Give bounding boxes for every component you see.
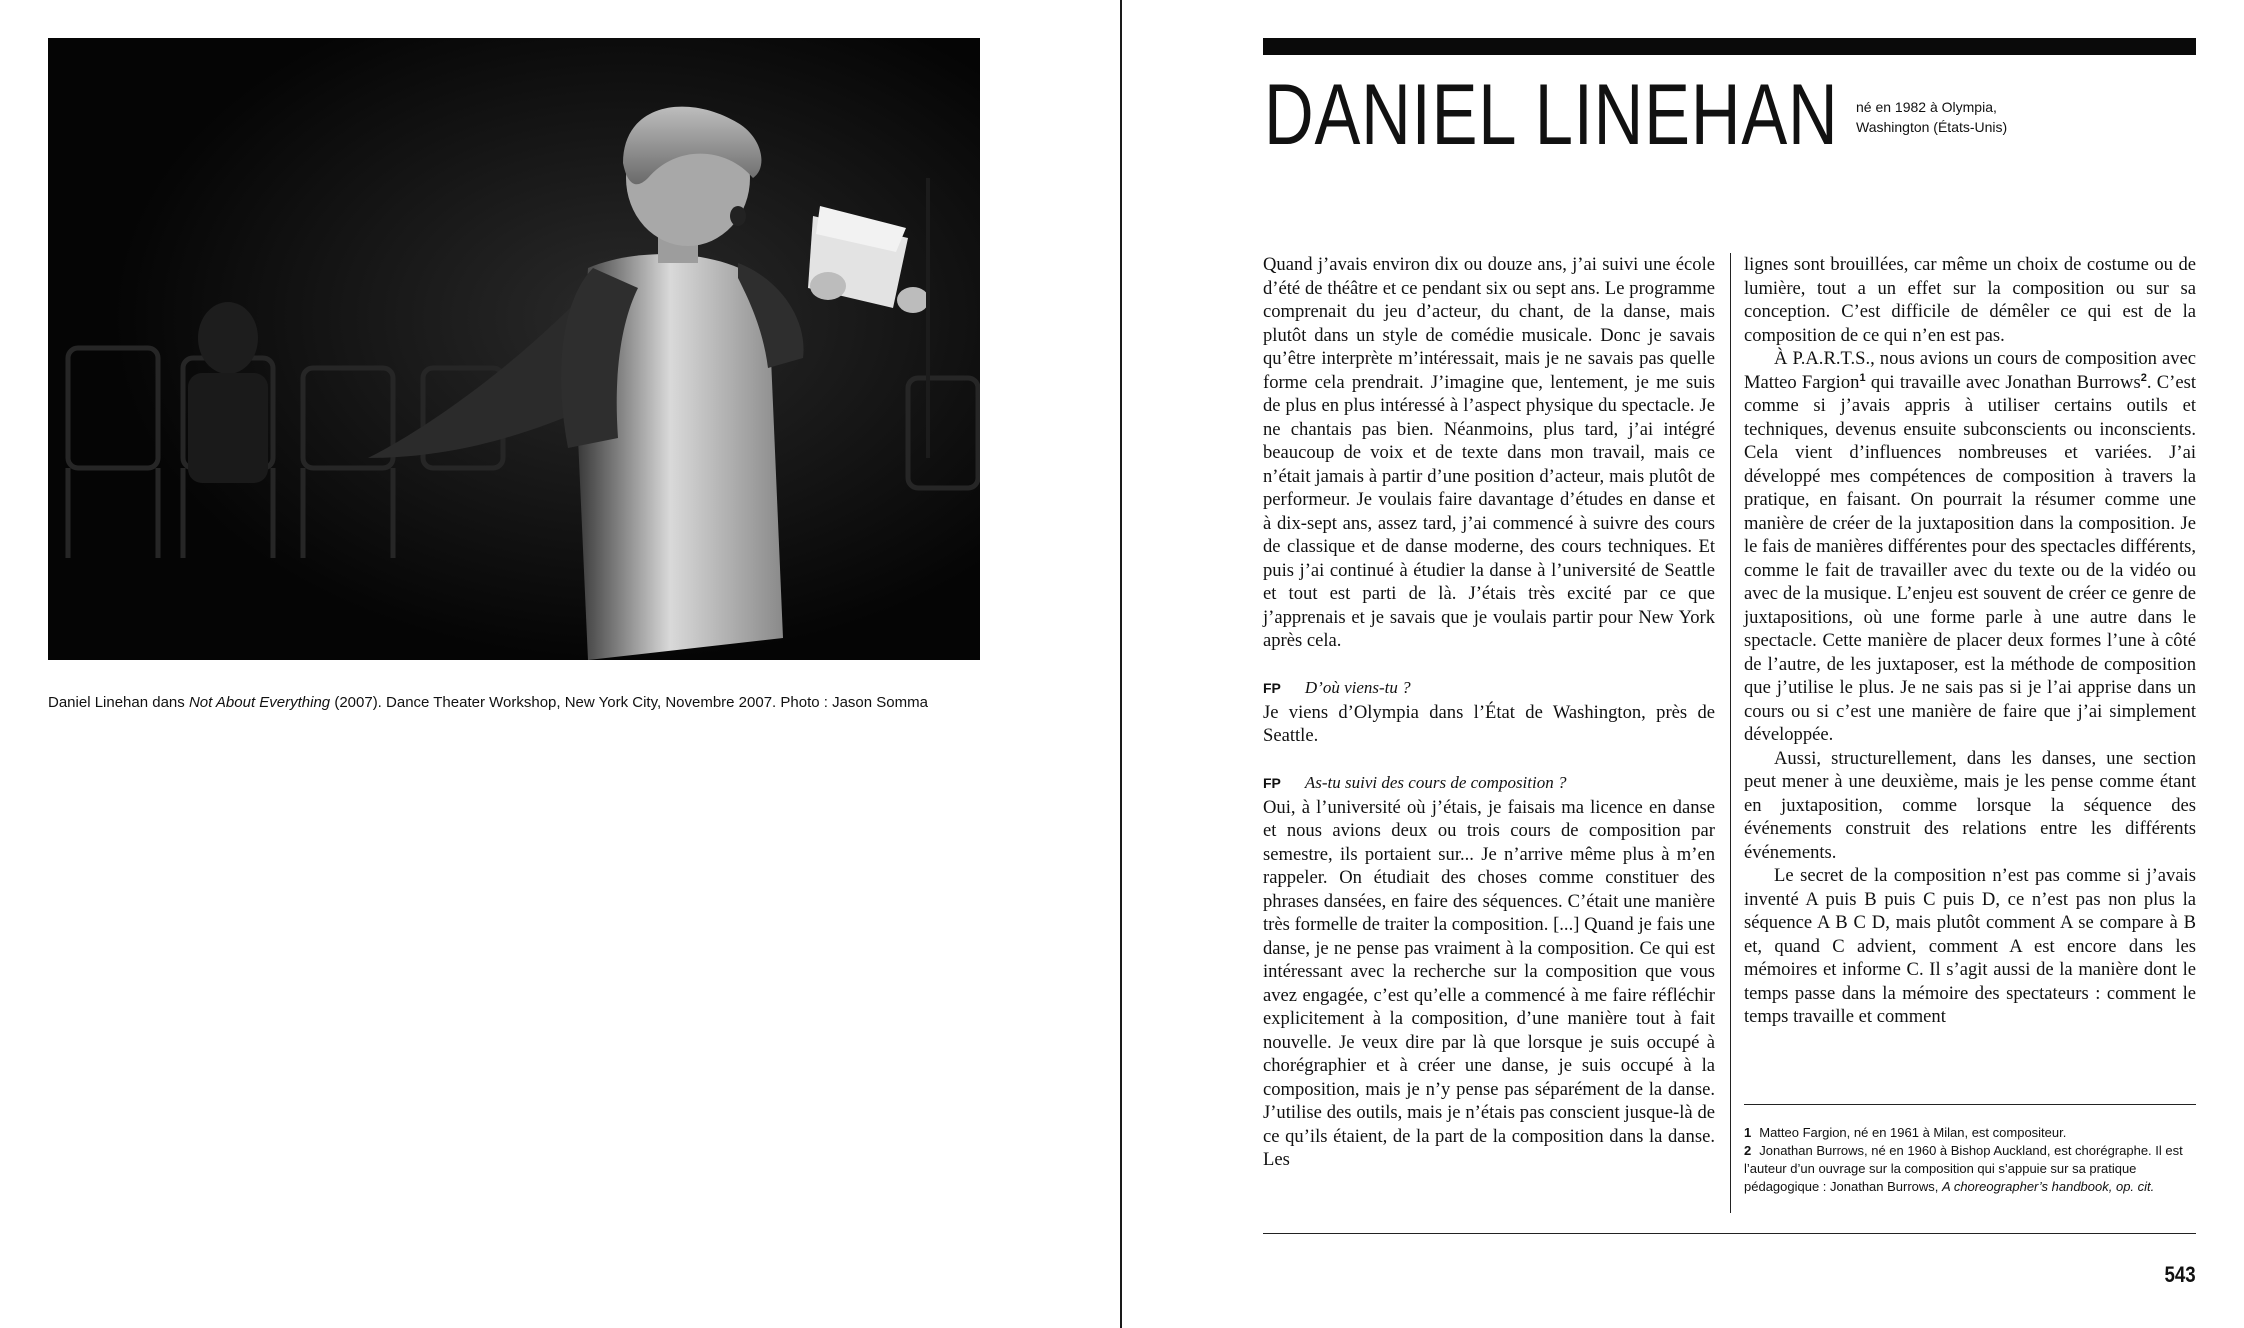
- birth-info: [1856, 97, 2007, 137]
- caption-suffix: (2007). Dance Theater Workshop, New York City, Novembre 2007. Photo : Jason Somma: [330, 694, 928, 711]
- footnotes: [1744, 1124, 2196, 1196]
- footnote: [1744, 1142, 2196, 1196]
- page-gutter: [1120, 0, 1122, 1328]
- footnote: [1744, 1124, 2196, 1142]
- answer: Je viens d’Olympia dans l’État de Washington, près de Seattle.: [1263, 701, 1715, 746]
- performance-photo: [48, 38, 980, 660]
- paragraph: lignes sont brouillées, car même un choix de costume ou de lumière, tout a un effet sur la composition ou sur sa conception. C’est difficile de démêler ce qui est de la composition de ce qui n’en est pas.: [1744, 254, 2196, 346]
- question-text: As-tu suivi des cours de composition ?: [1304, 773, 1567, 792]
- footnote-book-title: A choreographer’s handbook, op. cit.: [1942, 1179, 2155, 1194]
- text-column-left: [1263, 253, 1715, 1172]
- footnote-ref[interactable]: 2: [2140, 371, 2147, 384]
- paragraph-part: À P.A.R.T.S., nous avions un cours de composition avec Matteo Fargion: [1744, 348, 2196, 393]
- paragraph-part: qui travaille avec Jonathan Burrows: [1865, 371, 2141, 393]
- footnote-number: 2: [1744, 1143, 1752, 1158]
- interviewer-label: FP: [1263, 775, 1281, 791]
- header-bar: [1263, 38, 2196, 55]
- paragraph: [1744, 347, 2196, 747]
- page-title: DANIEL LINEHAN: [1264, 67, 1839, 163]
- text-column-right: [1744, 253, 2196, 1029]
- question: [1263, 676, 1715, 701]
- page-number: 543: [2164, 1262, 2196, 1287]
- birth-info-line2: Washington (États-Unis): [1856, 119, 2008, 135]
- column-divider: [1730, 253, 1731, 1213]
- paragraph: Quand j’avais environ dix ou douze ans, j’ai suivi une école d’été de théâtre et ce pendant six ou sept ans. Le programme comprenait du jeu d’acteur, du chant, de la danse, mais plutôt dans un style de comédie musicale. Donc je savais qu’être interprète m’intéressait, mais je ne savais pas quelle forme cela prendrait. J’imagine que, lentement, je me suis de plus en plus intéressé à l’aspect physique du spectacle. Je ne chantais pas bien. Néanmoins, plus tard, j’ai intégré beaucoup de voix et de texte dans mon travail, mais ce n’était jamais à partir d’une position d’acteur, mais plutôt de performeur. Je voulais faire davantage d’études en danse et à dix-sept ans, assez tard, j’ai commencé à suivre des cours de classique et de danse moderne, des cours techniques. Et puis j’ai continué à étudier la danse à l’université de Seattle et tout est parti de là. J’étais très excité par ce que j’apprenais et je savais que je voulais partir pour New York après cela.: [1263, 254, 1715, 651]
- answer: Oui, à l’université où j’étais, je faisais ma licence en danse et nous avions deux ou trois cours de composition par semestre, ils portaient sur... Je n’arrive même plus à m’en rappeler. On étudiait des choses comme constituer des phrases dansées, en faire des séquences. C’était une manière très formelle de traiter la composition. [...] Quand je fais une danse, je ne pense pas vraiment à la composition. Ce qui est intéressant avec la recherche sur la composition que vous avez engagée, c’est qu’elle a commencé à me faire réfléchir explicitement à la composition, d’une manière tout à fait nouvelle. Je veux dire par là que lorsque je suis occupé à chorégraphier et à créer une danse, je suis occupé à la composition, mais je n’y pense pas séparément de la danse. J’utilise des outils, mais je n’étais pas conscient jusque-là de ce qu’ils étaient, de la part de la composition dans la danse. Les: [1263, 796, 1715, 1170]
- footnote-ref[interactable]: 1: [1859, 371, 1866, 384]
- footnote-text: Jonathan Burrows, né en 1960 à Bishop Auckland, est chorégraphe. Il est l’auteur d’un ouvrage sur la composition qui s’appuie sur sa pratique pédagogique : Jonathan Burrows,: [1744, 1143, 2183, 1194]
- footnote-divider: [1744, 1104, 2196, 1105]
- paragraph: Aussi, structurellement, dans les danses, une section peut mener à une deuxième, mais je les pense comme étant en juxtaposition, comme lorsque la séquence des événements construit des relations entre les différents événements.: [1744, 747, 2196, 863]
- caption-prefix: Daniel Linehan dans: [48, 694, 189, 711]
- paragraph: Le secret de la composition n’est pas comme si j’avais inventé A puis B puis C puis D, ce n’est pas non plus la séquence A B C D, mais plutôt comment A se compare à B et, quand C advient, comment A est encore dans les mémoires et informe C. Il s’agit aussi de la manière dont le temps passe dans la mémoire des spectateurs : comment le temps travaille et comment: [1744, 865, 2196, 1027]
- footnote-number: 1: [1744, 1125, 1752, 1140]
- question-text: D’où viens-tu ?: [1304, 678, 1411, 697]
- footnote-text: Matteo Fargion, né en 1961 à Milan, est compositeur.: [1759, 1125, 2067, 1140]
- birth-info-line1: né en 1982 à Olympia,: [1856, 99, 1997, 115]
- caption-title: Not About Everything: [188, 694, 331, 711]
- footer-rule: [1263, 1233, 2196, 1234]
- question: [1263, 771, 1715, 796]
- paragraph-part: . C’est comme si j’avais appris à utiliser certains outils et techniques, devenus ensuite subconscients ou inconscients. Cela vient d’influences nombreuses et variées. J’ai développé mes compétences de composition à travers la pratique, en faisant. On pourrait la résumer comme une manière de créer de la juxtaposition dans la composition. Je le fais de manières différentes pour des spectacles différents, comme le fait de travailler avec du texte ou de la vidéo ou avec de la musique. L’enjeu est souvent de créer ce genre de juxtapositions, où une forme parle à une autre dans le spectacle. Cette manière de placer deux formes l’une à côté de l’autre, de les juxtaposer, est la méthode de composition que j’utilise le plus. Je ne sais pas si je l’ai apprise dans un cours ou si c’est une manière de faire que j’ai simplement développée.: [1744, 371, 2196, 745]
- photo-caption: [48, 694, 928, 711]
- interviewer-label: FP: [1263, 680, 1281, 696]
